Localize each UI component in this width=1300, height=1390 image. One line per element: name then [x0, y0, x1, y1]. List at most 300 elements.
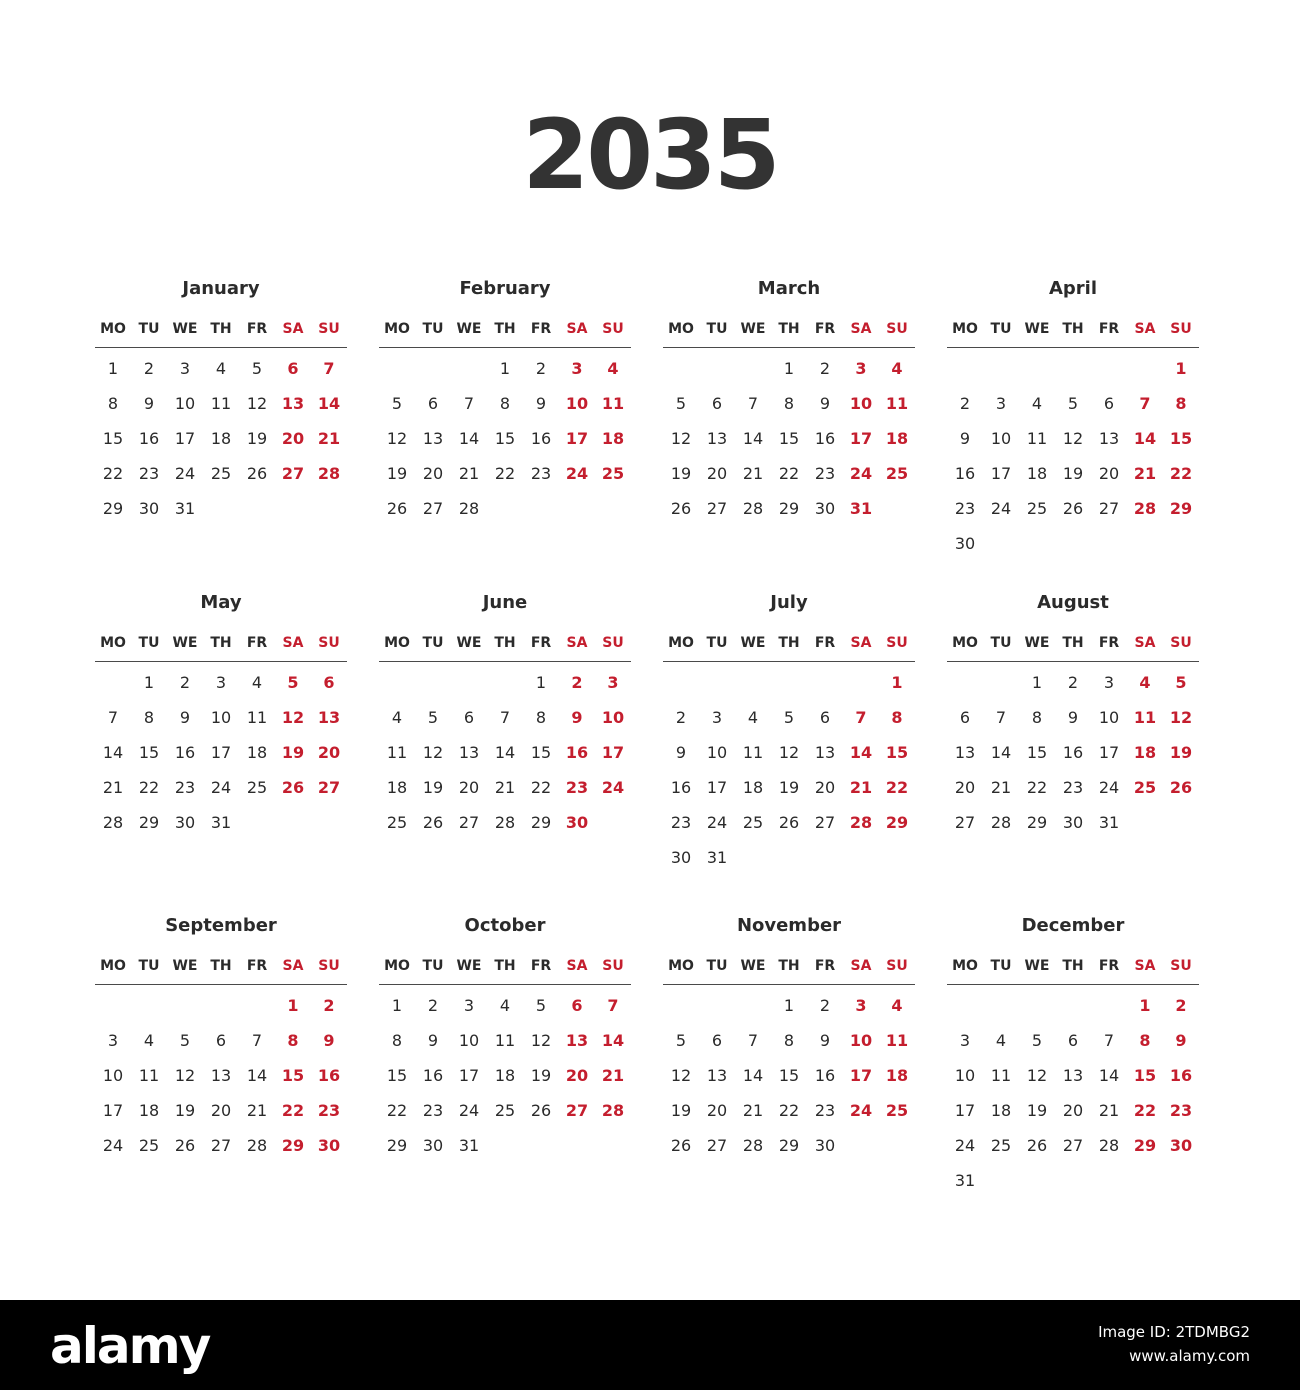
empty-cell: [735, 665, 771, 700]
day-cell: 22: [530, 778, 552, 797]
day-cell: 27: [1098, 499, 1120, 518]
day-cell: 21: [246, 1101, 268, 1120]
day-cell: 22: [386, 1101, 408, 1120]
day-cell: 19: [530, 1066, 552, 1085]
day-cell: 24: [102, 1136, 124, 1155]
day-cell: 2: [1067, 673, 1079, 692]
day-cell: 29: [530, 813, 552, 832]
day-cell: 16: [565, 743, 589, 762]
day-cell: 17: [706, 778, 728, 797]
weekday-label: TH: [494, 321, 516, 337]
day-cell: 6: [1103, 394, 1115, 413]
day-cell: 9: [819, 1031, 831, 1050]
day-cell: 19: [422, 778, 444, 797]
day-cell: 19: [778, 778, 800, 797]
day-cell: 26: [530, 1101, 552, 1120]
day-cell: 11: [885, 394, 909, 413]
empty-cell: [735, 351, 771, 386]
day-cell: 29: [1026, 813, 1048, 832]
day-cell: 28: [1098, 1136, 1120, 1155]
day-cell: 16: [174, 743, 196, 762]
day-cell: 21: [601, 1066, 625, 1085]
day-cell: 29: [102, 499, 124, 518]
day-cell: 16: [317, 1066, 341, 1085]
day-cell: 10: [706, 743, 728, 762]
day-cell: 26: [386, 499, 408, 518]
day-cell: 25: [138, 1136, 160, 1155]
day-cell: 15: [281, 1066, 305, 1085]
weekday-label: FR: [814, 958, 836, 974]
weekday-label: TU: [706, 321, 728, 337]
day-cell: 24: [849, 464, 873, 483]
day-cell: 11: [601, 394, 625, 413]
day-cell: 17: [458, 1066, 480, 1085]
day-cell: 2: [819, 359, 831, 378]
day-cell: 16: [138, 429, 160, 448]
day-cell: 26: [422, 813, 444, 832]
weekday-header: [663, 319, 915, 348]
weekday-label: SA: [566, 321, 588, 337]
empty-cell: [947, 988, 983, 1023]
day-cell: 21: [742, 1101, 764, 1120]
weekday-label: TH: [210, 958, 232, 974]
day-cell: 8: [499, 394, 511, 413]
day-cell: 24: [601, 778, 625, 797]
empty-cell: [451, 351, 487, 386]
day-cell: 20: [1062, 1101, 1084, 1120]
weekday-label: WE: [740, 635, 766, 651]
day-cell: 14: [494, 743, 516, 762]
day-cell: 1: [1139, 996, 1151, 1015]
day-cell: 5: [1067, 394, 1079, 413]
day-grid: [379, 351, 631, 526]
weekday-label: TU: [990, 321, 1012, 337]
day-cell: 25: [246, 778, 268, 797]
day-cell: 19: [670, 1101, 692, 1120]
weekday-label: TH: [494, 635, 516, 651]
weekday-label: FR: [1098, 958, 1120, 974]
empty-cell: [415, 665, 451, 700]
day-cell: 14: [601, 1031, 625, 1050]
day-cell: 31: [210, 813, 232, 832]
day-cell: 20: [706, 1101, 728, 1120]
day-cell: 20: [422, 464, 444, 483]
day-cell: 7: [1103, 1031, 1115, 1050]
day-cell: 17: [210, 743, 232, 762]
day-grid: [95, 665, 347, 840]
weekday-label: WE: [172, 958, 198, 974]
empty-cell: [203, 988, 239, 1023]
day-cell: 9: [535, 394, 547, 413]
day-cell: 26: [281, 778, 305, 797]
day-cell: 13: [422, 429, 444, 448]
day-cell: 27: [422, 499, 444, 518]
day-cell: 16: [814, 1066, 836, 1085]
day-cell: 30: [565, 813, 589, 832]
day-cell: 31: [1098, 813, 1120, 832]
empty-cell: [983, 988, 1019, 1023]
alamy-logo: alamy: [50, 1317, 210, 1375]
day-cell: 10: [102, 1066, 124, 1085]
day-cell: 13: [281, 394, 305, 413]
day-cell: 30: [814, 499, 836, 518]
day-cell: 8: [783, 1031, 795, 1050]
empty-cell: [663, 665, 699, 700]
day-cell: 12: [778, 743, 800, 762]
day-cell: 10: [849, 1031, 873, 1050]
day-cell: 27: [1062, 1136, 1084, 1155]
day-cell: 6: [287, 359, 299, 378]
day-cell: 27: [565, 1101, 589, 1120]
day-cell: 23: [814, 464, 836, 483]
day-cell: 20: [706, 464, 728, 483]
day-cell: 4: [143, 1031, 155, 1050]
weekday-label: SU: [886, 958, 908, 974]
weekday-header: [379, 633, 631, 662]
weekday-header: [663, 633, 915, 662]
year-title: 2035: [522, 99, 778, 211]
day-cell: 19: [386, 464, 408, 483]
day-cell: 24: [210, 778, 232, 797]
weekday-label: MO: [668, 635, 694, 651]
day-cell: 30: [422, 1136, 444, 1155]
day-cell: 4: [499, 996, 511, 1015]
weekday-header: [379, 319, 631, 348]
day-cell: 13: [1098, 429, 1120, 448]
day-cell: 11: [990, 1066, 1012, 1085]
day-cell: 23: [670, 813, 692, 832]
day-cell: 17: [954, 1101, 976, 1120]
weekday-header: [379, 956, 631, 985]
day-cell: 23: [317, 1101, 341, 1120]
day-cell: 22: [102, 464, 124, 483]
day-cell: 18: [601, 429, 625, 448]
empty-cell: [1091, 351, 1127, 386]
month-name: May: [200, 592, 242, 613]
weekday-label: SU: [886, 635, 908, 651]
weekday-label: WE: [456, 635, 482, 651]
day-cell: 4: [891, 359, 903, 378]
day-cell: 30: [814, 1136, 836, 1155]
weekday-label: MO: [952, 635, 978, 651]
empty-cell: [1055, 988, 1091, 1023]
day-cell: 3: [179, 359, 191, 378]
weekday-label: TH: [778, 635, 800, 651]
day-cell: 30: [954, 534, 976, 553]
day-cell: 18: [1026, 464, 1048, 483]
day-cell: 3: [711, 708, 723, 727]
day-cell: 6: [463, 708, 475, 727]
empty-cell: [699, 988, 735, 1023]
weekday-label: TH: [210, 321, 232, 337]
weekday-label: FR: [814, 321, 836, 337]
weekday-label: TH: [1062, 958, 1084, 974]
day-cell: 14: [742, 1066, 764, 1085]
weekday-label: TH: [494, 958, 516, 974]
weekday-label: FR: [246, 321, 268, 337]
day-cell: 13: [814, 743, 836, 762]
day-cell: 6: [323, 673, 335, 692]
day-cell: 26: [1062, 499, 1084, 518]
day-cell: 11: [138, 1066, 160, 1085]
month-december: [947, 914, 1199, 1198]
weekday-label: SU: [602, 321, 624, 337]
weekday-label: MO: [384, 958, 410, 974]
day-cell: 20: [210, 1101, 232, 1120]
weekday-header: [95, 956, 347, 985]
day-cell: 2: [179, 673, 191, 692]
day-cell: 4: [215, 359, 227, 378]
day-cell: 17: [174, 429, 196, 448]
month-november: [663, 914, 915, 1163]
day-cell: 14: [849, 743, 873, 762]
weekday-label: SA: [566, 635, 588, 651]
day-cell: 19: [174, 1101, 196, 1120]
day-cell: 26: [174, 1136, 196, 1155]
day-cell: 19: [670, 464, 692, 483]
day-cell: 3: [463, 996, 475, 1015]
day-grid: [95, 988, 347, 1163]
day-cell: 30: [1169, 1136, 1193, 1155]
day-cell: 17: [990, 464, 1012, 483]
day-cell: 15: [778, 1066, 800, 1085]
weekday-label: TH: [778, 958, 800, 974]
day-cell: 4: [1031, 394, 1043, 413]
day-cell: 14: [742, 429, 764, 448]
day-cell: 9: [179, 708, 191, 727]
day-cell: 22: [778, 1101, 800, 1120]
day-cell: 11: [494, 1031, 516, 1050]
weekday-label: FR: [530, 958, 552, 974]
day-cell: 25: [990, 1136, 1012, 1155]
day-cell: 20: [814, 778, 836, 797]
day-cell: 12: [670, 1066, 692, 1085]
day-cell: 7: [463, 394, 475, 413]
day-cell: 30: [174, 813, 196, 832]
day-cell: 30: [138, 499, 160, 518]
day-cell: 5: [1031, 1031, 1043, 1050]
empty-cell: [663, 988, 699, 1023]
day-cell: 19: [246, 429, 268, 448]
day-cell: 20: [954, 778, 976, 797]
month-name: December: [1021, 915, 1125, 936]
day-cell: 15: [494, 429, 516, 448]
day-cell: 23: [954, 499, 976, 518]
weekday-label: SU: [1170, 321, 1192, 337]
weekday-label: MO: [668, 958, 694, 974]
day-cell: 23: [1062, 778, 1084, 797]
day-cell: 13: [706, 1066, 728, 1085]
day-cell: 31: [849, 499, 873, 518]
day-cell: 14: [246, 1066, 268, 1085]
day-cell: 3: [107, 1031, 119, 1050]
day-cell: 3: [1103, 673, 1115, 692]
day-cell: 1: [499, 359, 511, 378]
day-cell: 1: [1175, 359, 1187, 378]
day-cell: 27: [814, 813, 836, 832]
day-cell: 25: [1133, 778, 1157, 797]
weekday-label: WE: [740, 321, 766, 337]
empty-cell: [1127, 351, 1163, 386]
weekday-label: MO: [100, 958, 126, 974]
day-cell: 12: [670, 429, 692, 448]
day-cell: 25: [386, 813, 408, 832]
day-cell: 12: [246, 394, 268, 413]
day-cell: 15: [1026, 743, 1048, 762]
image-id-label: Image ID: 2TDMBG2: [1098, 1323, 1250, 1341]
day-cell: 2: [323, 996, 335, 1015]
day-cell: 11: [210, 394, 232, 413]
weekday-label: SU: [1170, 958, 1192, 974]
weekday-label: WE: [1024, 958, 1050, 974]
day-cell: 7: [499, 708, 511, 727]
day-cell: 19: [1026, 1101, 1048, 1120]
day-cell: 12: [281, 708, 305, 727]
day-cell: 25: [742, 813, 764, 832]
day-cell: 10: [174, 394, 196, 413]
day-cell: 3: [995, 394, 1007, 413]
day-cell: 15: [1133, 1066, 1157, 1085]
day-cell: 24: [706, 813, 728, 832]
day-cell: 7: [747, 394, 759, 413]
day-cell: 15: [885, 743, 909, 762]
day-cell: 10: [565, 394, 589, 413]
day-cell: 28: [102, 813, 124, 832]
weekday-header: [95, 633, 347, 662]
day-cell: 9: [427, 1031, 439, 1050]
day-cell: 28: [494, 813, 516, 832]
day-cell: 28: [1133, 499, 1157, 518]
day-cell: 29: [778, 499, 800, 518]
day-cell: 10: [954, 1066, 976, 1085]
day-cell: 14: [1098, 1066, 1120, 1085]
day-cell: 16: [954, 464, 976, 483]
day-cell: 31: [458, 1136, 480, 1155]
day-cell: 25: [1026, 499, 1048, 518]
day-cell: 26: [670, 1136, 692, 1155]
day-cell: 4: [607, 359, 619, 378]
day-cell: 29: [778, 1136, 800, 1155]
empty-cell: [1091, 988, 1127, 1023]
day-cell: 30: [317, 1136, 341, 1155]
weekday-label: MO: [952, 321, 978, 337]
empty-cell: [735, 988, 771, 1023]
day-cell: 1: [783, 359, 795, 378]
day-cell: 5: [535, 996, 547, 1015]
day-cell: 26: [1169, 778, 1193, 797]
day-cell: 6: [819, 708, 831, 727]
day-cell: 14: [317, 394, 341, 413]
empty-cell: [983, 351, 1019, 386]
day-cell: 10: [1098, 708, 1120, 727]
day-cell: 1: [287, 996, 299, 1015]
day-cell: 13: [458, 743, 480, 762]
day-cell: 22: [494, 464, 516, 483]
day-cell: 29: [1133, 1136, 1157, 1155]
weekday-label: SA: [1134, 635, 1156, 651]
day-cell: 27: [954, 813, 976, 832]
day-grid: [663, 988, 915, 1163]
day-cell: 11: [246, 708, 268, 727]
day-cell: 16: [1062, 743, 1084, 762]
day-cell: 20: [281, 429, 305, 448]
day-cell: 13: [706, 429, 728, 448]
day-cell: 2: [675, 708, 687, 727]
day-cell: 26: [1026, 1136, 1048, 1155]
month-name: March: [757, 278, 821, 299]
empty-cell: [487, 665, 523, 700]
day-cell: 4: [891, 996, 903, 1015]
weekday-label: TH: [778, 321, 800, 337]
day-cell: 1: [107, 359, 119, 378]
day-cell: 14: [458, 429, 480, 448]
day-cell: 5: [179, 1031, 191, 1050]
day-cell: 8: [143, 708, 155, 727]
month-name: February: [459, 278, 551, 299]
day-cell: 9: [1175, 1031, 1187, 1050]
weekday-header: [663, 956, 915, 985]
day-grid: [663, 665, 915, 875]
day-cell: 21: [317, 429, 341, 448]
weekday-label: MO: [952, 958, 978, 974]
day-cell: 28: [317, 464, 341, 483]
day-grid: [379, 665, 631, 840]
weekday-header: [95, 319, 347, 348]
day-cell: 5: [1175, 673, 1187, 692]
day-cell: 4: [1139, 673, 1151, 692]
day-cell: 7: [251, 1031, 263, 1050]
day-cell: 29: [386, 1136, 408, 1155]
day-cell: 21: [102, 778, 124, 797]
day-cell: 14: [990, 743, 1012, 762]
weekday-label: SA: [850, 635, 872, 651]
weekday-label: FR: [814, 635, 836, 651]
day-cell: 3: [855, 359, 867, 378]
weekday-label: SU: [318, 635, 340, 651]
day-cell: 12: [530, 1031, 552, 1050]
day-cell: 13: [1062, 1066, 1084, 1085]
weekday-label: TU: [138, 635, 160, 651]
weekday-label: TU: [990, 958, 1012, 974]
day-cell: 24: [849, 1101, 873, 1120]
empty-cell: [807, 665, 843, 700]
day-cell: 1: [391, 996, 403, 1015]
day-cell: 27: [458, 813, 480, 832]
day-cell: 5: [427, 708, 439, 727]
month-september: [95, 914, 347, 1163]
day-cell: 2: [535, 359, 547, 378]
day-cell: 12: [1169, 708, 1193, 727]
empty-cell: [239, 988, 275, 1023]
weekday-label: SU: [318, 958, 340, 974]
weekday-label: MO: [384, 321, 410, 337]
day-cell: 6: [711, 394, 723, 413]
day-cell: 2: [819, 996, 831, 1015]
day-cell: 21: [990, 778, 1012, 797]
day-cell: 8: [891, 708, 903, 727]
day-cell: 22: [1133, 1101, 1157, 1120]
day-cell: 13: [565, 1031, 589, 1050]
empty-cell: [1019, 988, 1055, 1023]
day-cell: 9: [675, 743, 687, 762]
day-cell: 24: [990, 499, 1012, 518]
day-cell: 9: [323, 1031, 335, 1050]
day-cell: 24: [565, 464, 589, 483]
day-grid: [379, 988, 631, 1163]
day-cell: 20: [317, 743, 341, 762]
day-cell: 3: [855, 996, 867, 1015]
empty-cell: [947, 665, 983, 700]
